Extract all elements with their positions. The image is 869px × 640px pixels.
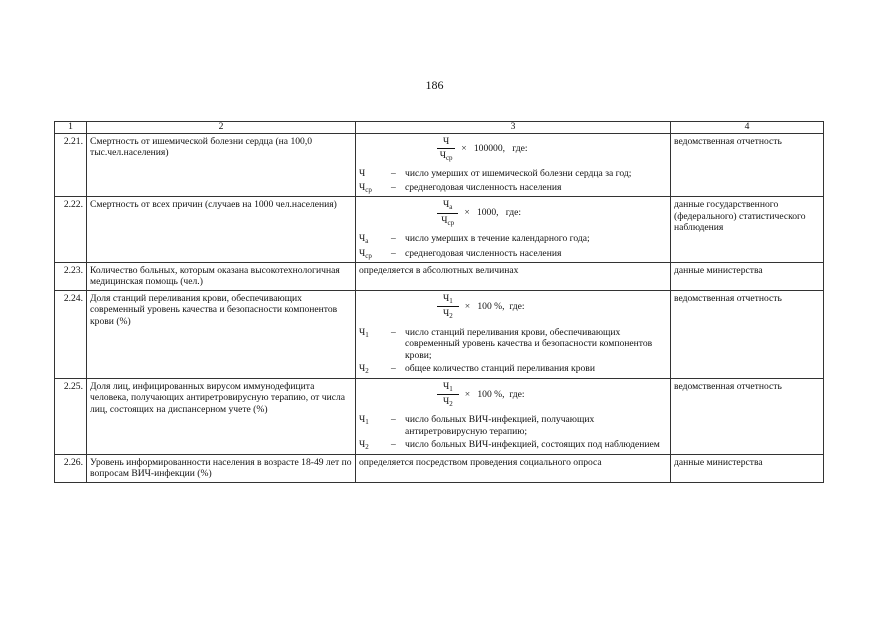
definition-text: число станций переливания крови, обеспечивающих современный уровень качества и безопасности компонентов крови; (405, 326, 653, 361)
definitions (359, 414, 667, 451)
symbol-subscript: а (365, 237, 369, 246)
denominator-symbol: Ч (439, 150, 446, 162)
denominator-subscript: ср (445, 154, 453, 163)
definition-symbol (359, 233, 391, 245)
row-number-cell: 2.25. (55, 378, 87, 454)
formula (359, 381, 667, 409)
definition-symbol (359, 439, 391, 451)
definition-item (359, 168, 667, 180)
symbol-subscript: 1 (365, 418, 369, 427)
formula-multiplier: × 100 %, где: (464, 301, 525, 313)
numerator-subscript: а (449, 203, 453, 212)
indicator-name-cell: Смертность от ишемической болезни сердца (на 100,0 тыс.чел.населения) (87, 133, 356, 197)
formula-multiplier: × 100 %, где: (464, 388, 525, 400)
numerator-symbol: Ч (443, 135, 450, 147)
fraction (437, 199, 458, 227)
dash-glyph: – (391, 181, 396, 193)
dash-glyph: – (391, 363, 396, 375)
denominator (443, 307, 453, 320)
data-source-cell: ведомственная отчетность (671, 378, 824, 454)
table-row (55, 133, 824, 197)
symbol-subscript: 2 (365, 443, 369, 452)
calculation-cell (356, 133, 671, 197)
definition-text: число умерших от ишемической болезни сердца за год; (405, 168, 632, 180)
formula-multiplier: × 100000, где: (461, 143, 528, 155)
symbol-subscript: 2 (365, 367, 369, 376)
symbol-letter: Ч (359, 326, 366, 338)
definition-text: число больных ВИЧ-инфекцией, получающих антиретровирусную терапию; (405, 414, 595, 437)
definition-symbol (359, 248, 391, 260)
numerator (437, 136, 455, 150)
numerator-symbol: Ч (443, 292, 450, 304)
symbol-letter: Ч (359, 414, 366, 426)
denominator-symbol: Ч (443, 395, 450, 407)
row-number-cell: 2.23. (55, 262, 87, 290)
indicator-name-cell: Смертность от всех причин (случаев на 1000 чел.населения) (87, 197, 356, 263)
definition-text: общее количество станций переливания крови (405, 363, 595, 375)
dash-glyph: – (391, 233, 396, 245)
fraction (437, 136, 455, 163)
calculation-cell (356, 290, 671, 378)
denominator (441, 214, 454, 227)
definition-text: среднегодовая численность населения (405, 181, 562, 193)
symbol-letter: Ч (359, 439, 366, 451)
indicator-name-cell: Доля станций переливания крови, обеспечивающих современный уровень качества и безопасности компонентов крови (%) (87, 290, 356, 378)
table-header-row (55, 122, 824, 134)
table-row (55, 290, 824, 378)
definition-symbol (359, 363, 391, 375)
symbol-subscript: ср (365, 185, 372, 194)
numerator-symbol: Ч (443, 199, 450, 211)
definition-text: число больных ВИЧ-инфекцией, состоящих под наблюдением (405, 439, 660, 451)
definitions (359, 168, 667, 194)
symbol-subscript: ср (365, 251, 372, 260)
definition-item (359, 182, 667, 194)
dash-glyph: – (391, 326, 396, 338)
definition-item (359, 233, 667, 245)
definition-item (359, 327, 667, 362)
fraction (437, 293, 459, 321)
header-cell: 3 (356, 122, 671, 134)
definition-item (359, 248, 667, 260)
denominator-symbol: Ч (441, 214, 448, 226)
definition-item (359, 439, 667, 451)
header-cell: 2 (87, 122, 356, 134)
data-source-cell: данные министерства (671, 262, 824, 290)
formula (359, 199, 667, 227)
denominator (443, 395, 453, 408)
row-number-cell: 2.26. (55, 454, 87, 482)
symbol-subscript: 1 (365, 330, 369, 339)
row-number-cell: 2.21. (55, 133, 87, 197)
calculation-cell: определяется в абсолютных величинах (356, 262, 671, 290)
numerator-subscript: 1 (449, 384, 453, 393)
denominator-subscript: 2 (449, 399, 453, 408)
calculation-cell (356, 197, 671, 263)
table-row (55, 454, 824, 482)
denominator (440, 149, 453, 162)
table-row (55, 197, 824, 263)
dash-glyph: – (391, 414, 396, 426)
definitions (359, 327, 667, 376)
calculation-cell (356, 378, 671, 454)
definition-symbol (359, 327, 391, 362)
data-source-cell: ведомственная отчетность (671, 133, 824, 197)
page-number: 186 (425, 78, 444, 92)
numerator (437, 293, 459, 307)
definition-symbol (359, 182, 391, 194)
data-source-cell: данные государственного (федерального) статистического наблюдения (671, 197, 824, 263)
definitions (359, 233, 667, 260)
dash-glyph: – (391, 168, 396, 180)
header-cell: 4 (671, 122, 824, 134)
definition-text: среднегодовая численность населения (405, 247, 562, 259)
symbol-letter: Ч (359, 233, 366, 245)
symbol-letter: Ч (359, 168, 366, 180)
indicator-name-cell: Уровень информированности населения в возрасте 18-49 лет по вопросам ВИЧ-инфекции (%) (87, 454, 356, 482)
formula-multiplier: × 1000, где: (464, 207, 522, 219)
calculation-cell: определяется посредством проведения социального опроса (356, 454, 671, 482)
numerator-symbol: Ч (443, 380, 450, 392)
definition-symbol (359, 414, 391, 437)
definition-symbol (359, 168, 391, 180)
denominator-symbol: Ч (443, 308, 450, 320)
definition-text: число умерших в течение календарного года; (405, 233, 590, 245)
dash-glyph: – (391, 439, 396, 451)
denominator-subscript: ср (447, 218, 455, 227)
indicator-name-cell: Количество больных, которым оказана высокотехнологичная медицинская помощь (чел.) (87, 262, 356, 290)
dash-glyph: – (391, 247, 396, 259)
formula (359, 293, 667, 321)
data-source-cell: ведомственная отчетность (671, 290, 824, 378)
symbol-letter: Ч (359, 247, 366, 259)
numerator (437, 381, 459, 395)
symbol-letter: Ч (359, 363, 366, 375)
header-cell: 1 (55, 122, 87, 134)
row-number-cell: 2.24. (55, 290, 87, 378)
formula (359, 136, 667, 163)
denominator-subscript: 2 (449, 312, 453, 321)
indicator-name-cell: Доля лиц, инфицированных вирусом иммунодефицита человека, получающих антиретровирусную терапию, от числа лиц, состоящих на диспансерном учете (%) (87, 378, 356, 454)
definition-item (359, 414, 667, 437)
data-source-cell: данные министерства (671, 454, 824, 482)
symbol-letter: Ч (359, 181, 366, 193)
fraction (437, 381, 459, 409)
indicators-table (54, 121, 824, 483)
table-row (55, 378, 824, 454)
numerator-subscript: 1 (449, 296, 453, 305)
numerator (437, 199, 458, 213)
row-number-cell: 2.22. (55, 197, 87, 263)
definition-item (359, 363, 667, 375)
table-row (55, 262, 824, 290)
